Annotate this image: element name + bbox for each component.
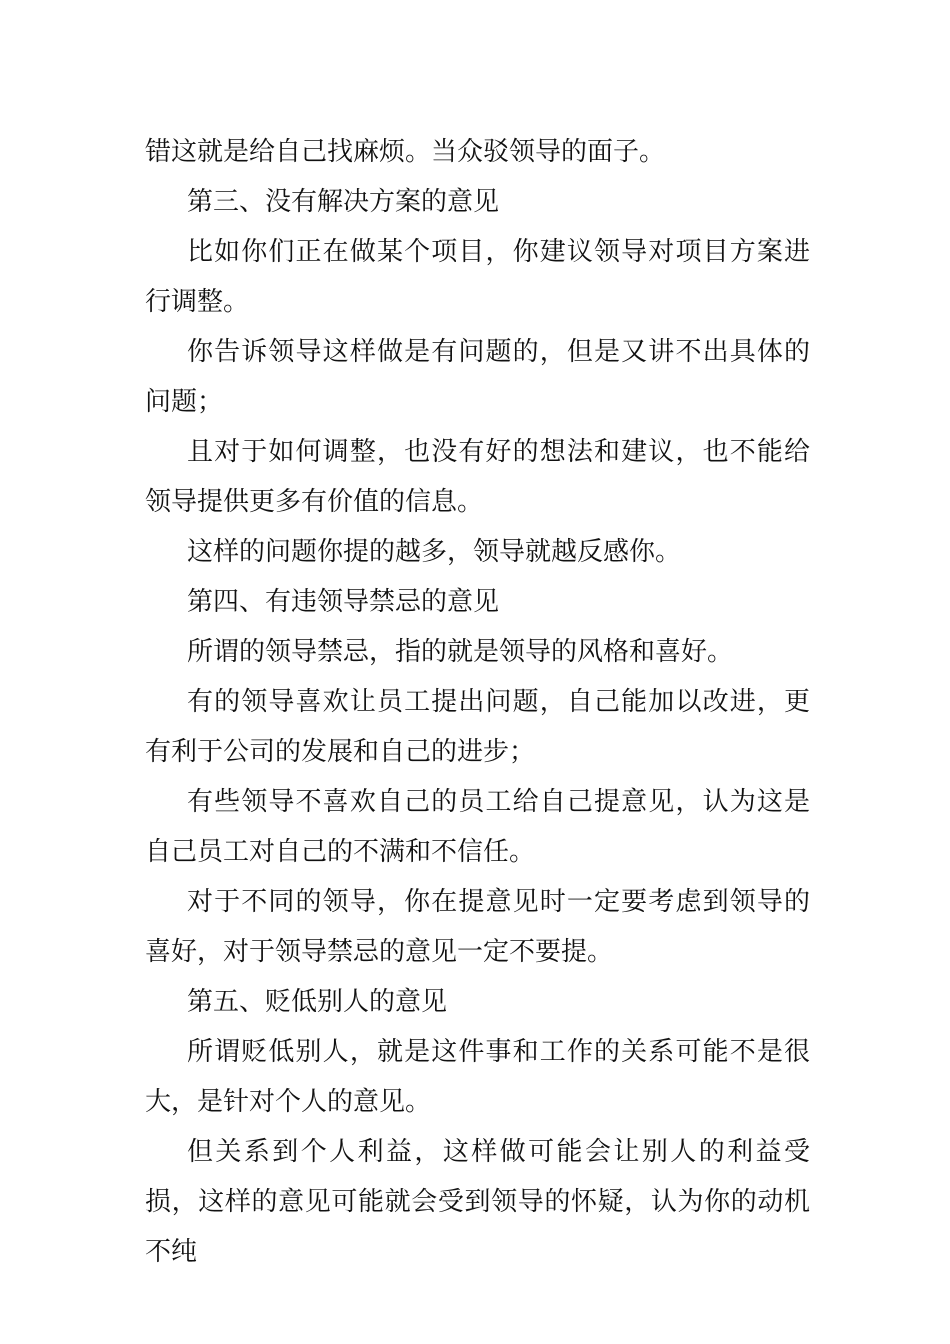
paragraph: 比如你们正在做某个项目，你建议领导对项目方案进行调整。 <box>145 237 810 317</box>
paragraph: 所谓的领导禁忌，指的就是领导的风格和喜好。 <box>187 637 734 667</box>
paragraph: 有些领导不喜欢自己的员工给自己提意见，认为这是自己员工对自己的不满和不信任。 <box>145 787 810 867</box>
section-heading-fifth: 第五、贬低别人的意见 <box>187 987 448 1017</box>
paragraph: 有的领导喜欢让员工提出问题，自己能加以改进，更有利于公司的发展和自己的进步； <box>145 687 810 767</box>
section-heading-fourth: 第四、有违领导禁忌的意见 <box>187 587 500 617</box>
paragraph: 且对于如何调整，也没有好的想法和建议，也不能给领导提供更多有价值的信息。 <box>145 437 810 517</box>
paragraph: 但关系到个人利益，这样做可能会让别人的利益受损，这样的意见可能就会受到领导的怀疑，认为你的动机不纯 <box>145 1137 810 1267</box>
paragraph-continuation: 错这就是给自己找麻烦。当众驳领导的面子。 <box>145 137 666 167</box>
paragraph: 这样的问题你提的越多，领导就越反感你。 <box>187 537 682 567</box>
paragraph: 所谓贬低别人，就是这件事和工作的关系可能不是很大，是针对个人的意见。 <box>145 1037 810 1117</box>
document-body <box>145 127 810 1277</box>
paragraph: 对于不同的领导，你在提意见时一定要考虑到领导的喜好，对于领导禁忌的意见一定不要提。 <box>145 887 810 967</box>
section-heading-third: 第三、没有解决方案的意见 <box>187 187 500 217</box>
paragraph: 你告诉领导这样做是有问题的，但是又讲不出具体的问题； <box>145 337 810 417</box>
